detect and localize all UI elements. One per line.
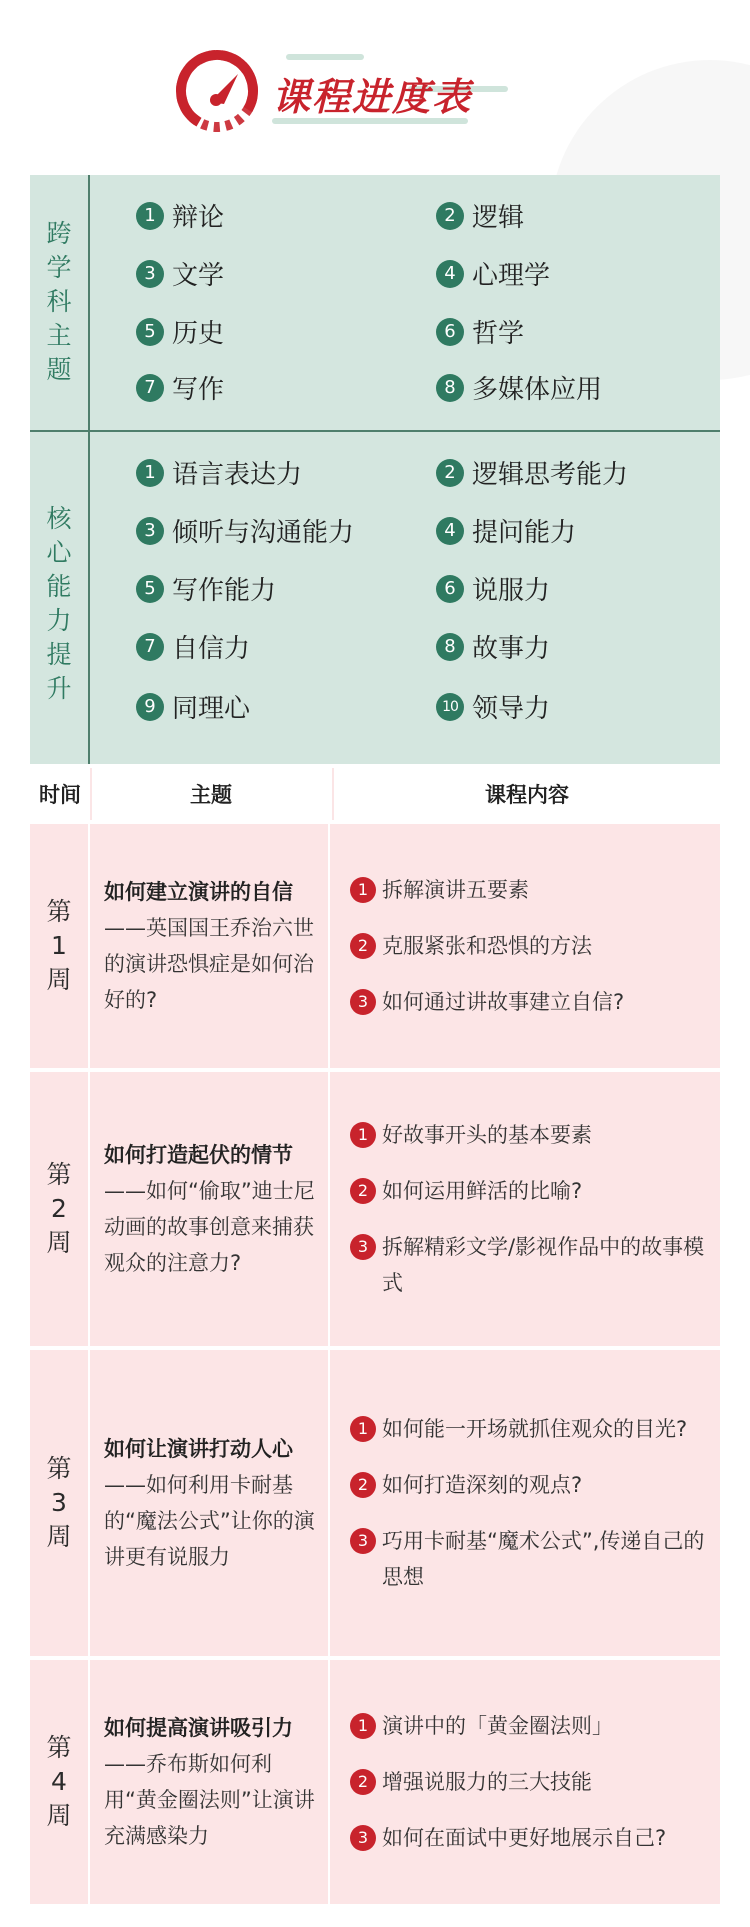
number-badge: 4 — [436, 260, 464, 288]
topic-item: 2 逻辑 — [436, 197, 524, 234]
topic-item: 3 文学 — [136, 255, 224, 292]
table-header — [30, 768, 720, 820]
number-badge: 1 — [350, 1122, 376, 1148]
number-badge: 7 — [136, 633, 164, 661]
number-badge: 2 — [350, 933, 376, 959]
number-badge: 10 — [436, 693, 464, 721]
content-item: 1 好故事开头的基本要素 — [350, 1117, 712, 1153]
content-item: 2 增强说服力的三大技能 — [350, 1764, 712, 1800]
topic-item: 7 自信力 — [136, 628, 250, 665]
content-item: 3 拆解精彩文学/影视作品中的故事模式 — [350, 1229, 712, 1301]
topic-item: 1 语言表达力 — [136, 454, 302, 491]
content-item: 2 如何打造深刻的观点? — [350, 1467, 712, 1503]
number-badge: 8 — [436, 374, 464, 402]
content-item: 3 如何通过讲故事建立自信? — [350, 984, 712, 1020]
week-content — [332, 1350, 720, 1656]
number-badge: 2 — [436, 459, 464, 487]
week-topic — [92, 1072, 330, 1346]
topic-item: 8 多媒体应用 — [436, 369, 602, 406]
week-subtitle: ——乔布斯如何利用“黄金圈法则”让演讲充满感染力 — [104, 1752, 315, 1848]
number-badge: 5 — [136, 575, 164, 603]
topic-block-core-abilities — [30, 432, 720, 764]
number-badge: 3 — [350, 1825, 376, 1851]
week-label: 第 3 周 — [30, 1350, 90, 1656]
topic-item: 8 故事力 — [436, 628, 550, 665]
week-title: 如何让演讲打动人心 — [104, 1437, 293, 1461]
topic-label: 跨 学 科 主 题 — [46, 219, 72, 384]
topic-label: 核 心 能 力 提 升 — [46, 504, 72, 703]
number-badge: 1 — [136, 202, 164, 230]
topic-item: 1 辩论 — [136, 197, 224, 234]
topic-item: 5 历史 — [136, 313, 224, 350]
week-label: 第 1 周 — [30, 824, 90, 1068]
page-header — [0, 38, 750, 138]
number-badge: 5 — [136, 318, 164, 346]
number-badge: 8 — [436, 633, 464, 661]
week-subtitle: ——英国国王乔治六世的演讲恐惧症是如何治好的? — [104, 916, 314, 1012]
topic-item: 7 写作 — [136, 369, 224, 406]
decor-bar — [286, 54, 364, 60]
number-badge: 1 — [350, 1713, 376, 1739]
topic-item: 4 提问能力 — [436, 512, 576, 549]
week-label: 第 4 周 — [30, 1660, 90, 1904]
number-badge: 3 — [350, 1234, 376, 1260]
page-title: 课程进度表 — [272, 75, 473, 119]
number-badge: 1 — [350, 1416, 376, 1442]
content-item: 2 克服紧张和恐惧的方法 — [350, 928, 712, 964]
number-badge: 4 — [436, 517, 464, 545]
topic-item: 9 同理心 — [136, 688, 250, 725]
number-badge: 2 — [350, 1769, 376, 1795]
topic-item: 10 领导力 — [436, 688, 550, 725]
number-badge: 3 — [350, 1528, 376, 1554]
content-item: 2 如何运用鲜活的比喻? — [350, 1173, 712, 1209]
week-label: 第 2 周 — [30, 1072, 90, 1346]
column-header-topic: 主题 — [90, 768, 330, 820]
number-badge: 3 — [136, 517, 164, 545]
week-title: 如何打造起伏的情节 — [104, 1143, 293, 1167]
topic-item: 6 说服力 — [436, 570, 550, 607]
content-item: 1 演讲中的「黄金圈法则」 — [350, 1708, 712, 1744]
column-header-content: 课程内容 — [332, 768, 720, 820]
topic-item: 6 哲学 — [436, 313, 524, 350]
number-badge: 2 — [436, 202, 464, 230]
number-badge: 9 — [136, 693, 164, 721]
topic-item: 3 倾听与沟通能力 — [136, 512, 354, 549]
content-item: 3 如何在面试中更好地展示自己? — [350, 1820, 712, 1856]
week-topic — [92, 824, 330, 1068]
topic-block-interdisciplinary — [30, 175, 720, 430]
week-subtitle: ——如何利用卡耐基的“魔法公式”让你的演讲更有说服力 — [104, 1473, 315, 1569]
week-content — [332, 1660, 720, 1904]
topic-label-column — [30, 175, 90, 430]
number-badge: 1 — [350, 877, 376, 903]
table-row — [30, 1072, 720, 1346]
topic-item: 4 心理学 — [436, 255, 550, 292]
content-item: 3 巧用卡耐基“魔术公式”,传递自己的思想 — [350, 1523, 712, 1595]
table-row — [30, 1660, 720, 1904]
week-topic — [92, 1350, 330, 1656]
number-badge: 6 — [436, 575, 464, 603]
number-badge: 6 — [436, 318, 464, 346]
week-content — [332, 1072, 720, 1346]
topic-item: 5 写作能力 — [136, 570, 276, 607]
number-badge: 3 — [350, 989, 376, 1015]
speedometer-icon — [172, 46, 262, 136]
number-badge: 7 — [136, 374, 164, 402]
number-badge: 3 — [136, 260, 164, 288]
content-item: 1 如何能一开场就抓住观众的目光? — [350, 1411, 712, 1447]
week-title: 如何提高演讲吸引力 — [104, 1716, 293, 1740]
week-subtitle: ——如何“偷取”迪士尼动画的故事创意来捕获观众的注意力? — [104, 1179, 315, 1275]
topic-label-column — [30, 432, 90, 764]
week-content — [332, 824, 720, 1068]
number-badge: 2 — [350, 1178, 376, 1204]
column-header-time: 时间 — [39, 783, 81, 807]
table-row — [30, 1350, 720, 1656]
table-row — [30, 824, 720, 1068]
week-topic — [92, 1660, 330, 1904]
number-badge: 1 — [136, 459, 164, 487]
topic-item: 2 逻辑思考能力 — [436, 454, 628, 491]
week-title: 如何建立演讲的自信 — [104, 880, 293, 904]
content-item: 1 拆解演讲五要素 — [350, 872, 712, 908]
number-badge: 2 — [350, 1472, 376, 1498]
